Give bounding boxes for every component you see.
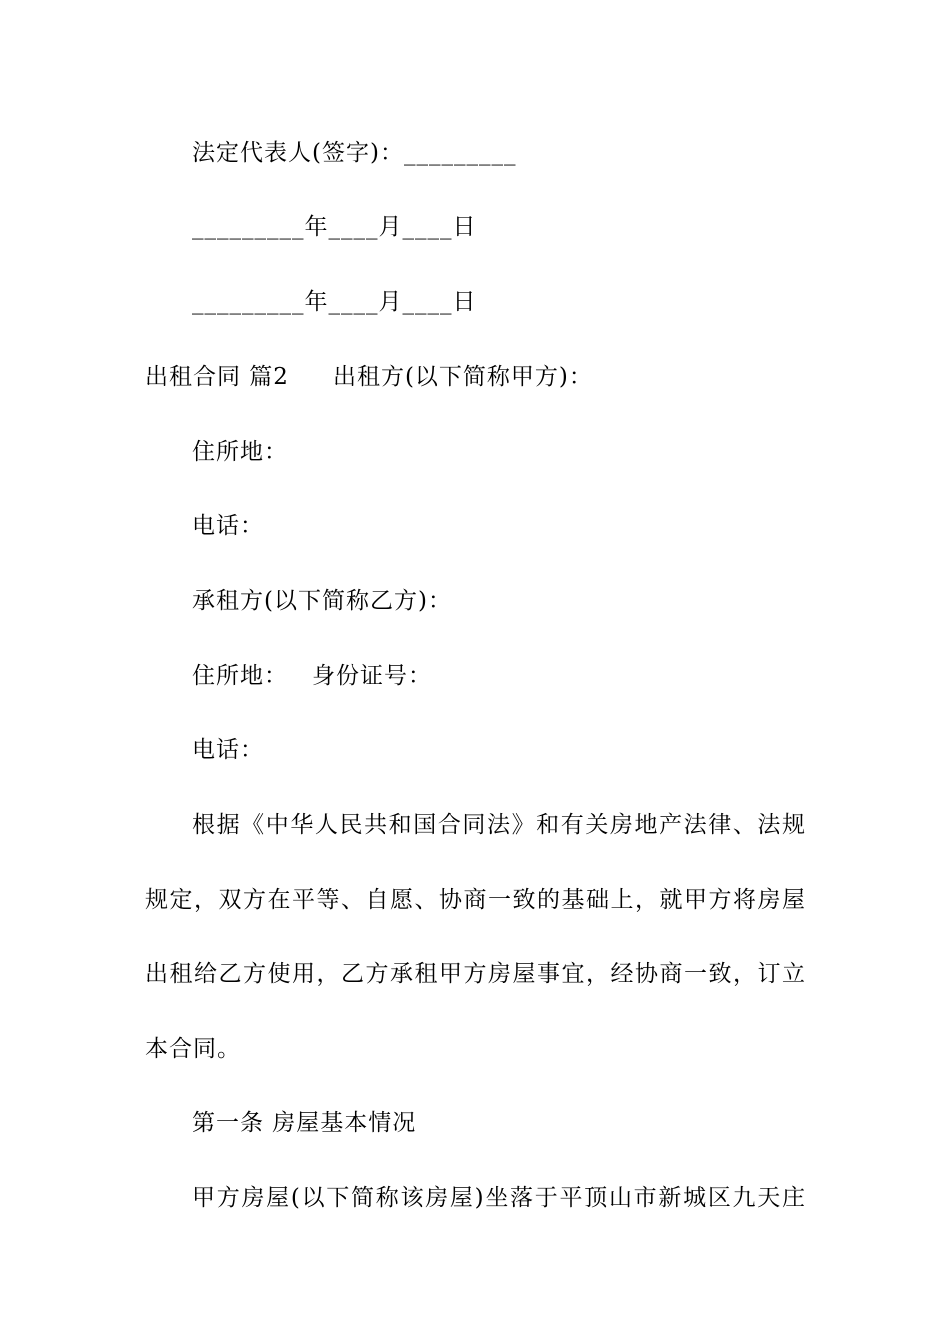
paragraph-line: 本合同。: [145, 1036, 241, 1062]
contract-title: 出租合同 篇2: [145, 364, 289, 390]
date-line: _________年____月____日: [192, 214, 477, 240]
lessor-phone-label: 电话：: [192, 513, 264, 539]
lessor-label: 出租方(以下简称甲方)：: [332, 364, 593, 390]
article-heading: 第一条 房屋基本情况: [192, 1110, 417, 1136]
lessee-phone-label: 电话：: [192, 737, 264, 763]
lessee-address-id-line: [192, 661, 432, 691]
contract-heading-line: [145, 362, 593, 392]
paragraph-line: 出租给乙方使用，乙方承租甲方房屋事宜，经协商一致，订立: [145, 961, 805, 987]
lessee-id-label: 身份证号：: [312, 663, 432, 689]
lessor-address-label: 住所地：: [192, 439, 288, 465]
paragraph-line: 根据《中华人民共和国合同法》和有关房地产法律、法规: [192, 812, 805, 838]
lessee-label: 承租方(以下简称乙方)：: [192, 588, 452, 614]
paragraph-line: 规定，双方在平等、自愿、协商一致的基础上，就甲方将房屋: [145, 887, 805, 913]
paragraph-line: 甲方房屋(以下简称该房屋)坐落于平顶山市新城区九天庄: [192, 1185, 805, 1211]
lessee-address-label: 住所地：: [192, 663, 288, 689]
date-line: _________年____月____日: [192, 289, 477, 315]
legal-representative-signature-line: 法定代表人(签字)：_________: [192, 140, 517, 166]
